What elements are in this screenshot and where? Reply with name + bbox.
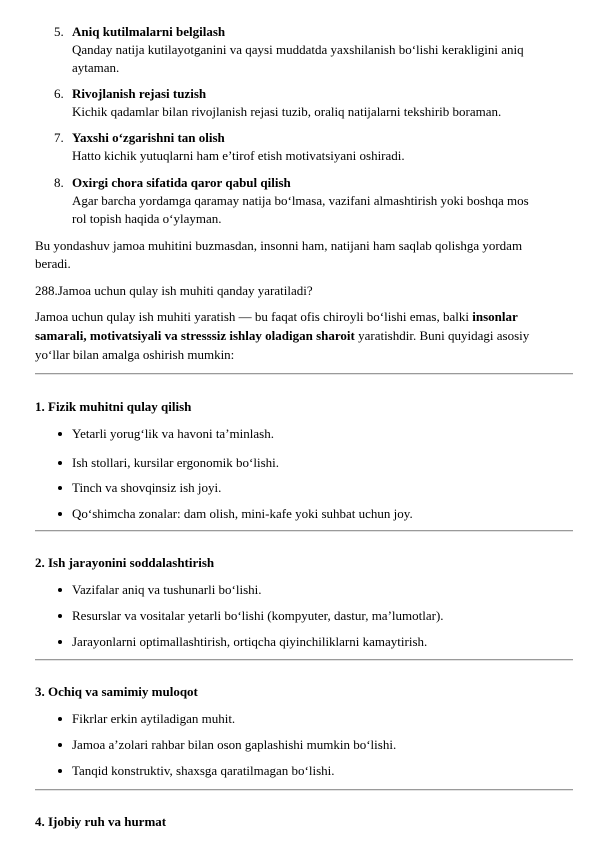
bullet-icon	[58, 461, 62, 465]
bullet-item: Tinch va shovqinsiz ish joyi.	[72, 480, 222, 495]
bullet-item: Ish stollari, kursilar ergonomik bo‘lishi.	[72, 455, 280, 470]
bullet-item: Jamoa a’zolari rahbar bilan oson gaplashishi mumkin bo‘lishi.	[72, 737, 397, 752]
intro-bold-text: samarali, motivatsiyali va stresssiz ishlay oladigan sharoit	[35, 328, 355, 343]
bullet-icon	[58, 640, 62, 644]
bullet-icon	[58, 588, 62, 592]
intro-text: yaratishdir. Buni quyidagi asosiy	[354, 328, 530, 343]
intro-bold-text: insonlar	[472, 309, 518, 324]
section-heading: 4. Ijobiy ruh va hurmat	[35, 814, 167, 829]
item-number: 7.	[54, 130, 64, 145]
item-title: Yaxshi o‘zgarishni tan olish	[72, 130, 225, 145]
divider	[35, 789, 573, 791]
item-text-line: rol topish haqida o‘ylayman.	[72, 211, 222, 226]
bullet-item: Tanqid konstruktiv, shaxsga qaratilmagan bo‘lishi.	[72, 763, 335, 778]
bullet-item: Qo‘shimcha zonalar: dam olish, mini-kafe yoki suhbat uchun joy.	[72, 506, 413, 521]
bullet-icon	[58, 717, 62, 721]
item-text-line: aytaman.	[72, 60, 120, 75]
item-title: Rivojlanish rejasi tuzish	[72, 86, 207, 101]
conclusion-line: Bu yondashuv jamoa muhitini buzmasdan, insonni ham, natijani ham saqlab qolishga yordam	[35, 238, 523, 253]
bullet-item: Yetarli yorug‘lik va havoni ta’minlash.	[72, 426, 274, 441]
item-text-line: Agar barcha yordamga qaramay natija bo‘lmasa, vazifani almashtirish yoki boshqa mos	[72, 193, 529, 208]
item-text-line: Hatto kichik yutuqlarni ham e’tirof etish motivatsiyani oshiradi.	[72, 148, 405, 163]
bullet-item: Vazifalar aniq va tushunarli bo‘lishi.	[72, 582, 262, 597]
item-text-line: Kichik qadamlar bilan rivojlanish rejasi tuzib, oraliq natijalarni tekshirib boraman.	[72, 104, 502, 119]
bullet-item: Jarayonlarni optimallashtirish, ortiqcha qiyinchiliklarni kamaytirish.	[72, 634, 428, 649]
section-heading: 1. Fizik muhitni qulay qilish	[35, 399, 192, 414]
item-number: 8.	[54, 175, 64, 190]
conclusion-line: beradi.	[35, 256, 71, 271]
intro-line: yo‘llar bilan amalga oshirish mumkin:	[35, 347, 235, 362]
bullet-item: Resurslar va vositalar yetarli bo‘lishi (kompyuter, dastur, ma’lumotlar).	[72, 608, 444, 623]
bullet-item: Fikrlar erkin aytiladigan muhit.	[72, 711, 236, 726]
divider	[35, 530, 573, 532]
item-title: Aniq kutilmalarni belgilash	[72, 24, 226, 39]
item-title: Oxirgi chora sifatida qaror qabul qilish	[72, 175, 291, 190]
bullet-icon	[58, 512, 62, 516]
divider	[35, 659, 573, 661]
item-number: 5.	[54, 24, 64, 39]
section-heading: 3. Ochiq va samimiy muloqot	[35, 684, 198, 699]
question-heading: 288.Jamoa uchun qulay ish muhiti qanday yaratiladi?	[35, 283, 313, 298]
section-heading: 2. Ish jarayonini soddalashtirish	[35, 555, 215, 570]
bullet-icon	[58, 769, 62, 773]
intro-line	[35, 307, 518, 326]
bullet-icon	[58, 614, 62, 618]
intro-text: Jamoa uchun qulay ish muhiti yaratish — bu faqat ofis chiroyli bo‘lishi emas, balki	[35, 309, 473, 324]
intro-line	[35, 326, 529, 345]
bullet-icon	[58, 486, 62, 490]
bullet-icon	[58, 743, 62, 747]
bullet-icon	[58, 432, 62, 436]
item-number: 6.	[54, 86, 64, 101]
item-text-line: Qanday natija kutilayotganini va qaysi muddatda yaxshilanish bo‘lishi kerakligini aniq	[72, 42, 524, 57]
divider	[35, 373, 573, 375]
